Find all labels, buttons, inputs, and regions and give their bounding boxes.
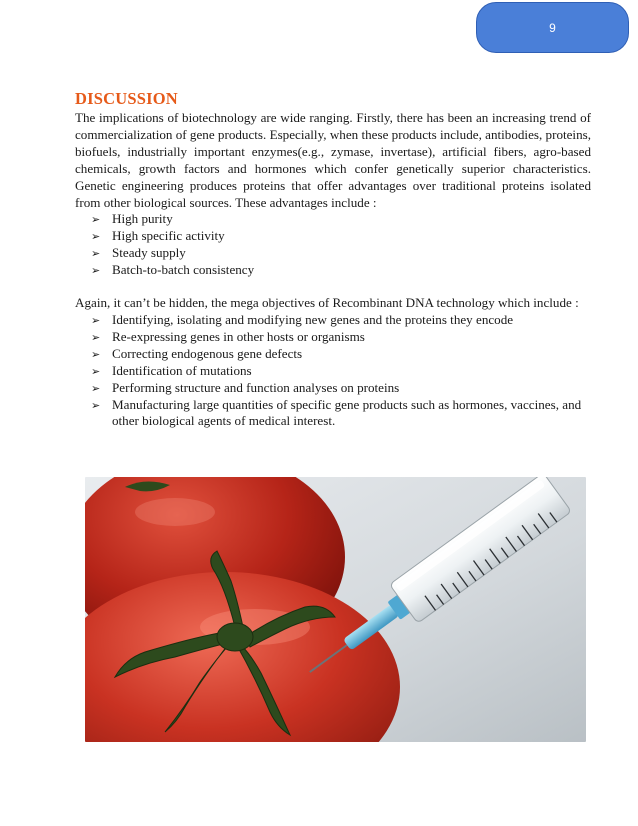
tomato-syringe-illustration	[85, 477, 586, 742]
section-heading: DISCUSSION	[75, 89, 178, 108]
page-number: 9	[549, 20, 556, 35]
arrow-bullet-icon: ➢	[91, 247, 101, 261]
objectives-paragraph: Again, it can’t be hidden, the mega objectives of Recombinant DNA technology which include :	[75, 295, 579, 311]
arrow-bullet-icon: ➢	[91, 381, 101, 395]
list-item: ➢ High specific activity	[91, 228, 225, 244]
objectives-list	[75, 312, 591, 430]
arrow-bullet-icon: ➢	[91, 230, 101, 244]
arrow-bullet-icon: ➢	[91, 213, 101, 227]
arrow-bullet-icon: ➢	[91, 398, 101, 412]
list-item: ➢ Steady supply	[91, 245, 186, 261]
list-item: ➢ Performing structure and function analyses on proteins	[91, 379, 400, 395]
arrow-bullet-icon: ➢	[91, 330, 101, 344]
list-item: ➢ Identification of mutations	[91, 362, 252, 378]
page-number-badge	[476, 2, 629, 53]
list-item: ➢ Correcting endogenous gene defects	[91, 345, 303, 361]
list-item: ➢ Identifying, isolating and modifying new genes and the proteins they encode	[91, 311, 514, 327]
list-item: ➢ Re-expressing genes in other hosts or organisms	[91, 328, 365, 344]
tomato-syringe-photo	[85, 477, 586, 742]
intro-paragraph: The implications of biotechnology are wide ranging. Firstly, there has been an increasing trend of commercialization of gene products. Especially, when these products include, antibodies, proteins, biofuels, industrially important enzymes(e.g., zymase, invertase), artificial fibers, agro-based chemicals, growth factors and hormones which confer genetically superior characteristics. Genetic engineering produces proteins that offer advantages over traditional proteins isolated from other biological sources. These advantages include :	[75, 110, 591, 210]
arrow-bullet-icon: ➢	[91, 347, 101, 361]
arrow-bullet-icon: ➢	[91, 264, 101, 278]
list-item: ➢ Manufacturing large quantities of specific gene products such as hormones, vaccines, and other biological agents of medical interest.	[91, 396, 582, 429]
arrow-bullet-icon: ➢	[91, 364, 101, 378]
discussion-section	[75, 88, 591, 430]
list-item: ➢ Batch-to-batch consistency	[91, 262, 255, 278]
advantages-list	[75, 211, 591, 279]
list-item: ➢ High purity	[91, 211, 173, 227]
arrow-bullet-icon: ➢	[91, 313, 101, 327]
